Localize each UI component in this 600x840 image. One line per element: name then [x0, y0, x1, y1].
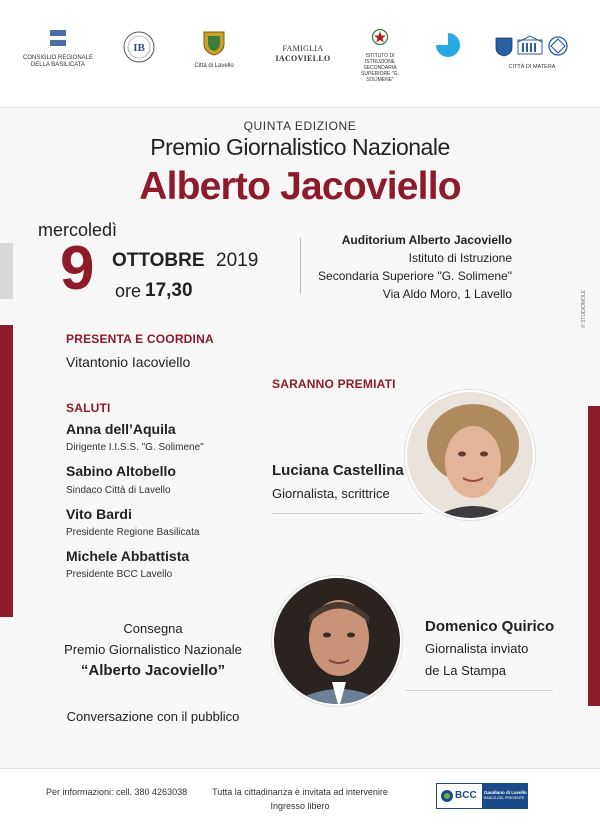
istituto-label: ISTITUTO DI ISTRUZIONE SECONDARIA SUPERIORE "G. SOLIMENE": [361, 53, 399, 83]
bank-mark-icon: [440, 789, 454, 803]
matera-unesco-icon: [492, 34, 572, 58]
saluti-name-1: Anna dell’Aquila: [66, 421, 176, 437]
venue-line-3: Via Aldo Moro, 1 Lavello: [382, 287, 512, 301]
month: OTTOBRE: [112, 250, 205, 271]
portrait-woman-icon: [407, 392, 535, 520]
presenta-name: Vitantonio Iacoviello: [66, 354, 191, 370]
winner-2-underline: [405, 690, 553, 691]
consegna-line-1: Consegna: [123, 621, 183, 636]
edition-label: QUINTA EDIZIONE: [243, 119, 357, 133]
winner-role-2b: de La Stampa: [425, 663, 506, 678]
school-seal-icon: [122, 30, 156, 64]
saluti-heading: SALUTI: [66, 401, 111, 415]
saluti-role-4: Presidente BCC Lavello: [66, 569, 173, 580]
design-credit: © STUDIOMOLE: [581, 289, 587, 328]
republic-emblem-icon: [371, 28, 389, 46]
left-gray-bar: [0, 243, 13, 299]
logo-bar: [0, 0, 600, 108]
consiglio-emblem-icon: [48, 28, 68, 48]
lavello-logo: [192, 28, 236, 70]
consegna-line-2: Premio Giornalistico Nazionale: [64, 642, 242, 657]
bank-brand: BCC: [455, 790, 477, 801]
svg-text:IB: IB: [133, 42, 145, 54]
famiglia-label-2: IACOVIELLO: [275, 54, 331, 63]
saluti-name-4: Michele Abbattista: [66, 548, 190, 564]
footer-invite-2: Ingresso libero: [270, 801, 330, 811]
castellina-photo: [405, 390, 535, 520]
winner-role-1: Giornalista, scrittrice: [272, 486, 390, 501]
famiglia-logo: [270, 44, 336, 64]
time-value: 17,30: [145, 280, 193, 301]
conversazione: Conversazione con il pubblico: [66, 709, 240, 724]
venue-name: Auditorium Alberto Jacoviello: [341, 233, 512, 247]
venue-line-2: Secondaria Superiore "G. Solimene": [318, 269, 512, 283]
saluti-role-3: Presidente Regione Basilicata: [66, 527, 200, 538]
time-prefix: ore: [115, 281, 142, 301]
famiglia-label-1: FAMIGLIA: [282, 44, 324, 53]
partner-logo: [433, 30, 463, 65]
quirico-photo: [272, 576, 402, 706]
footer-invite-1: Tutta la cittadinanza è invitata ad intervenire: [212, 787, 388, 797]
saluti-role-2: Sindaco Città di Lavello: [66, 485, 171, 496]
istituto-logo: [350, 28, 410, 83]
matera-logo: [492, 34, 572, 71]
awards-heading: SARANNO PREMIATI: [272, 377, 396, 391]
school-seal-logo: [122, 30, 156, 69]
saluti-name-2: Sabino Altobello: [66, 463, 176, 479]
venue-line-1: Istituto di Istruzione: [408, 251, 512, 265]
winner-role-2a: Giornalista inviato: [425, 641, 529, 656]
left-red-bar: [0, 325, 13, 617]
bank-name-1: Gaudiano di Lavello: [484, 790, 527, 795]
day-number: 9: [60, 234, 95, 303]
portrait-man-icon: [274, 578, 402, 706]
consegna-line-3: “Alberto Jacoviello”: [80, 662, 226, 679]
winner-name-2: Domenico Quirico: [425, 618, 555, 635]
footer-info: Per informazioni: cell. 380 4263038: [46, 787, 188, 797]
bank-name-2: BANCA DEL PRESENTE: [484, 796, 525, 800]
winner-1-underline: [272, 513, 422, 514]
weekday: mercoledì: [38, 220, 118, 240]
date-venue-divider: [300, 238, 301, 294]
presenta-heading: PRESENTA E COORDINA: [66, 332, 214, 346]
bank-logo: [436, 783, 528, 809]
matera-label: CITTÀ DI MATERA: [508, 64, 556, 70]
lavello-label: Città di Lavello: [194, 63, 234, 69]
saluti-role-1: Dirigente I.I.S.S. "G. Solimene": [66, 442, 204, 453]
year: 2019: [216, 250, 259, 271]
bank-name-panel: [482, 784, 528, 808]
right-red-bar: [588, 406, 600, 706]
consiglio-logo: [22, 28, 94, 69]
winner-name-1: Luciana Castellina: [272, 462, 404, 479]
partner-circle-icon: [433, 30, 463, 60]
premio-title: Premio Giornalistico Nazionale: [150, 134, 450, 160]
lavello-crest-icon: [202, 28, 226, 56]
award-name-title: Alberto Jacoviello: [139, 165, 461, 208]
saluti-name-3: Vito Bardi: [66, 506, 132, 522]
consegna-award-name: Alberto Jacoviello: [88, 662, 218, 679]
consiglio-label: CONSIGLIO REGIONALE DELLA BASILICATA: [22, 55, 94, 68]
